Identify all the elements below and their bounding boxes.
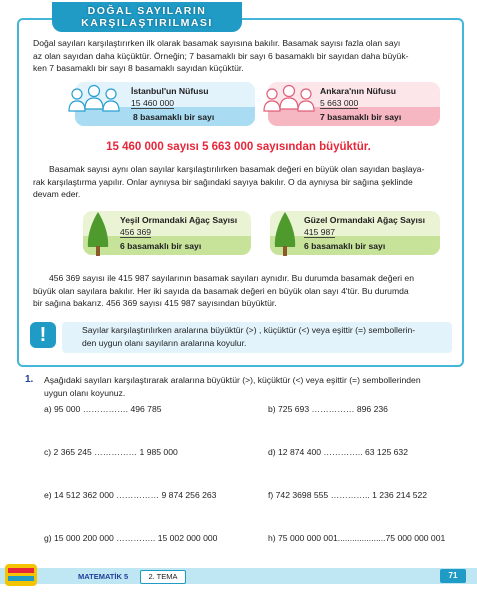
footer-bar — [0, 568, 477, 584]
istanbul-value: 15 460 000 — [131, 98, 175, 108]
question-text — [44, 374, 464, 399]
series-logo-icon — [4, 561, 38, 589]
question-item-g[interactable]: g) 15 000 200 000 ………….. 15 002 000 000 — [44, 533, 218, 543]
question-item-c[interactable]: c) 2 365 245 …………… 1 985 000 — [44, 447, 178, 457]
page-number: 71 — [440, 569, 466, 583]
question-item-h[interactable]: h) 75 000 000 001....................75 000 000 001 — [268, 533, 446, 543]
note-text — [82, 324, 454, 349]
ankara-digits: 7 basamaklı bir sayı — [320, 112, 402, 122]
rule-line: Basamak sayısı aynı olan sayılar karşılaştırılırken basamak değeri en büyük olan sayıdan başlaya- — [49, 164, 425, 174]
istanbul-label: İstanbul'un Nüfusu — [131, 86, 209, 96]
page-title — [52, 2, 242, 32]
intro-paragraph — [33, 37, 453, 75]
question-item-f[interactable]: f) 742 3698 555 ………….. 1 236 214 522 — [268, 490, 428, 500]
explanation-paragraph — [33, 272, 458, 310]
intro-line: ken 7 basamaklı bir sayı 8 basamaklı sayıdan küçüktür. — [33, 63, 244, 74]
tree-icon — [272, 211, 298, 257]
ankara-value: 5 663 000 — [320, 98, 359, 108]
explanation-line: bir sağına bakarız. 456 369 sayısı 415 987 sayısından büyüktür. — [33, 298, 277, 309]
ankara-population-card — [268, 82, 440, 126]
explanation-line: 456 369 sayısı ile 415 987 sayılarının basamak sayıları aynıdır. Bu durumda basamak değeri en — [49, 273, 414, 283]
rule-line: rak karşılaştırma yapılır. Onlar aynıysa bir sağındaki sayıya bakılır. O da aynıysa bir sağına şeklinde — [33, 176, 413, 187]
rule-line: devam eder. — [33, 189, 81, 200]
question-item-a[interactable]: a) 95 000 ……………. 496 785 — [44, 404, 162, 414]
footer-book-title: MATEMATİK 5 — [78, 572, 129, 581]
yesil-label: Yeşil Ormandaki Ağaç Sayısı — [120, 215, 238, 225]
yesil-digits: 6 basamaklı bir sayı — [120, 241, 202, 251]
question-number: 1. — [25, 374, 34, 385]
question-item-d[interactable]: d) 12 874 400 ………….. 63 125 632 — [268, 447, 408, 457]
yesil-forest-card — [83, 211, 251, 255]
explanation-line: büyük olan sayılara bakılır. Her iki sayıda da basamak değeri en büyük olan sayı 4'tür. Bu durumda — [33, 285, 409, 296]
note-line: Sayılar karşılaştırılırken aralarına büyüktür (>) , küçüktür (<) veya eşittir (=) sembollerin- — [82, 325, 416, 335]
tree-icon — [85, 211, 111, 257]
rule-paragraph — [33, 163, 458, 201]
question-line: uygun olanı koyunuz. — [44, 387, 126, 398]
istanbul-population-card — [75, 82, 255, 126]
people-icon — [262, 84, 316, 114]
footer-section: 2. TEMA — [148, 572, 178, 581]
guzel-forest-card — [270, 211, 440, 255]
question-line: Aşağıdaki sayıları karşılaştırarak aralarına büyüktür (>), küçüktür (<) veya eşittir (=) sembollerinden — [44, 375, 421, 385]
ankara-label: Ankara'nın Nüfusu — [320, 86, 397, 96]
guzel-value: 415 987 — [304, 227, 336, 237]
guzel-label: Güzel Ormandaki Ağaç Sayısı — [304, 215, 425, 225]
question-item-e[interactable]: e) 14 512 362 000 …………… 9 874 256 263 — [44, 490, 217, 500]
people-icon — [67, 84, 121, 114]
example1-conclusion: 15 460 000 sayısı 5 663 000 sayısından büyüktür. — [106, 141, 371, 153]
istanbul-digits: 8 basamaklı bir sayı — [133, 112, 215, 122]
yesil-value: 456 369 — [120, 227, 152, 237]
intro-line: Doğal sayıları karşılaştırırken ilk olarak basamak sayısına bakılır. Basamak sayısı fazla olan sayı — [33, 38, 401, 48]
guzel-digits: 6 basamaklı bir sayı — [304, 241, 386, 251]
page-title-line1: DOĞAL SAYILARIN — [87, 5, 207, 17]
question-item-b[interactable]: b) 725 693 …………… 896 236 — [268, 404, 388, 414]
exclamation-icon: ! — [30, 322, 56, 348]
intro-line: az olan sayıdan daha küçüktür. Örneğin; 7 basamaklı bir sayı 6 basamaklı bir sayıdan daha büyük- — [33, 50, 409, 61]
note-line: den uygun olanı sayıların aralarına koyulur. — [82, 337, 247, 348]
page-title-line2: KARŞILAŞTIRILMASI — [81, 17, 213, 29]
